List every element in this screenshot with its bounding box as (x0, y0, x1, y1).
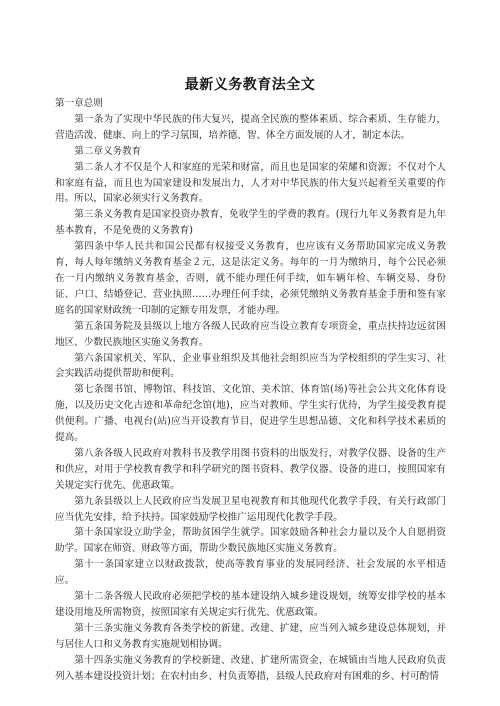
article-paragraph: 第十二条各级人民政府必须把学校的基本建设纳入城乡建设规划，统筹安排学校的基本建设用地及所需物资，按照国家有关规定实行优先、优惠政策。 (55, 591, 446, 618)
article-paragraph: 第九条县级以上人民政府应当发展卫星电视教育和其他现代化教学手段，有关行政部门应当优先安排，给予扶持。国家鼓励学校推广运用现代化教学手段。 (55, 495, 446, 523)
article-paragraph: 第十三条实施义务教育各类学校的新建、改建、扩建，应当列入城乡建设总体规划，并与居住人口和义务教育实施规划相协调。 (55, 622, 446, 650)
article-paragraph: 第一条为了实现中华民族的伟大复兴，提高全民族的整体素质、综合素质、生存能力，营造活泼、健康、向上的学习氛围，培养德、智、体全方面发展的人才，制定本法。 (55, 113, 446, 141)
article-paragraph: 第二条人才不仅是个人和家庭的光荣和财富，而且也是国家的荣耀和资源；不仅对个人和家庭有益，而且也为国家建设和发展出力，人才对中华民族的伟大复兴起着至关重要的作用。所以，国家必须实行义务教育。 (55, 161, 446, 205)
article-paragraph: 第十四条实施义务教育的学校新建、改建、扩建所需资金，在城镇由当地人民政府负责列入基本建设投资计划；在农村由乡、村负责筹措，县级人民政府对有困难的乡、村可酌情 (55, 654, 446, 682)
article-paragraph: 第八条各级人民政府对教科书及教学用图书资料的出版发行，对教学仪器、设备的生产和供应，对用于学校教育教学和科学研究的图书资料、教学仪器、设备的进口，按照国家有关规定实行优先、优惠政策。 (55, 447, 446, 491)
chapter-heading: 第一章总则 (55, 98, 103, 109)
article-paragraph: 第五条国务院及县级以上地方各级人民政府应当设立教育专项资金，重点扶持边远贫困地区、少数民族地区实施义务教育。 (55, 320, 446, 348)
article-paragraph: 第十条国家设立助学金，帮助贫困学生就学。国家鼓励各种社会力量以及个人自愿捐资助学。国家在师资、财政等方面，帮助少数民族地区实施义务教育。 (55, 527, 446, 555)
document-body (55, 96, 446, 685)
article-paragraph: 第六条国家机关、军队、企业事业组织及其他社会组织应当为学校组织的学生实习、社会实践活动提供帮助和便利。 (55, 352, 446, 380)
document-title: 最新义务教育法全文 (184, 77, 316, 93)
article-paragraph: 第七条图书馆、博物馆、科技馆、文化馆、美术馆、体育馆(场)等社会公共文化体育设施，以及历史文化古迹和革命纪念馆(地)，应当对教师、学生实行优待，为学生接受教育提供便利。广播、电视台(站)应当开设教育节目，促进学生思想品德、文化和科学技术素质的提高。 (55, 384, 446, 444)
article-paragraph: 第三条义务教育是国家投资办教育，免收学生的学费的教育。(现行九年义务教育是九年基本教育，不是免费的义务教育) (55, 209, 446, 237)
chapter-heading: 第二章义务教育 (74, 145, 142, 157)
article-paragraph: 第四条中华人民共和国公民都有权接受义务教育，也应该有义务帮助国家完成义务教育，每人每年缴纳义务教育基金２元，这是法定义务。每年的一月为缴纳月，每个公民必须在一月内缴纳义务教育基金，否则，就不能办理任何手续，如车辆年检、车辆交易、身份证、户口、结婚登记、营业执照……办理任何手续，必须凭缴纳义务教育基金手册和签有家庭名的国家财政统一印制的定额专用发票，才能办理。 (55, 241, 446, 316)
article-paragraph: 第十一条国家建立以财政拨款，使高等教育事业的发展同经济、社会发展的水平相适应。 (55, 559, 446, 587)
